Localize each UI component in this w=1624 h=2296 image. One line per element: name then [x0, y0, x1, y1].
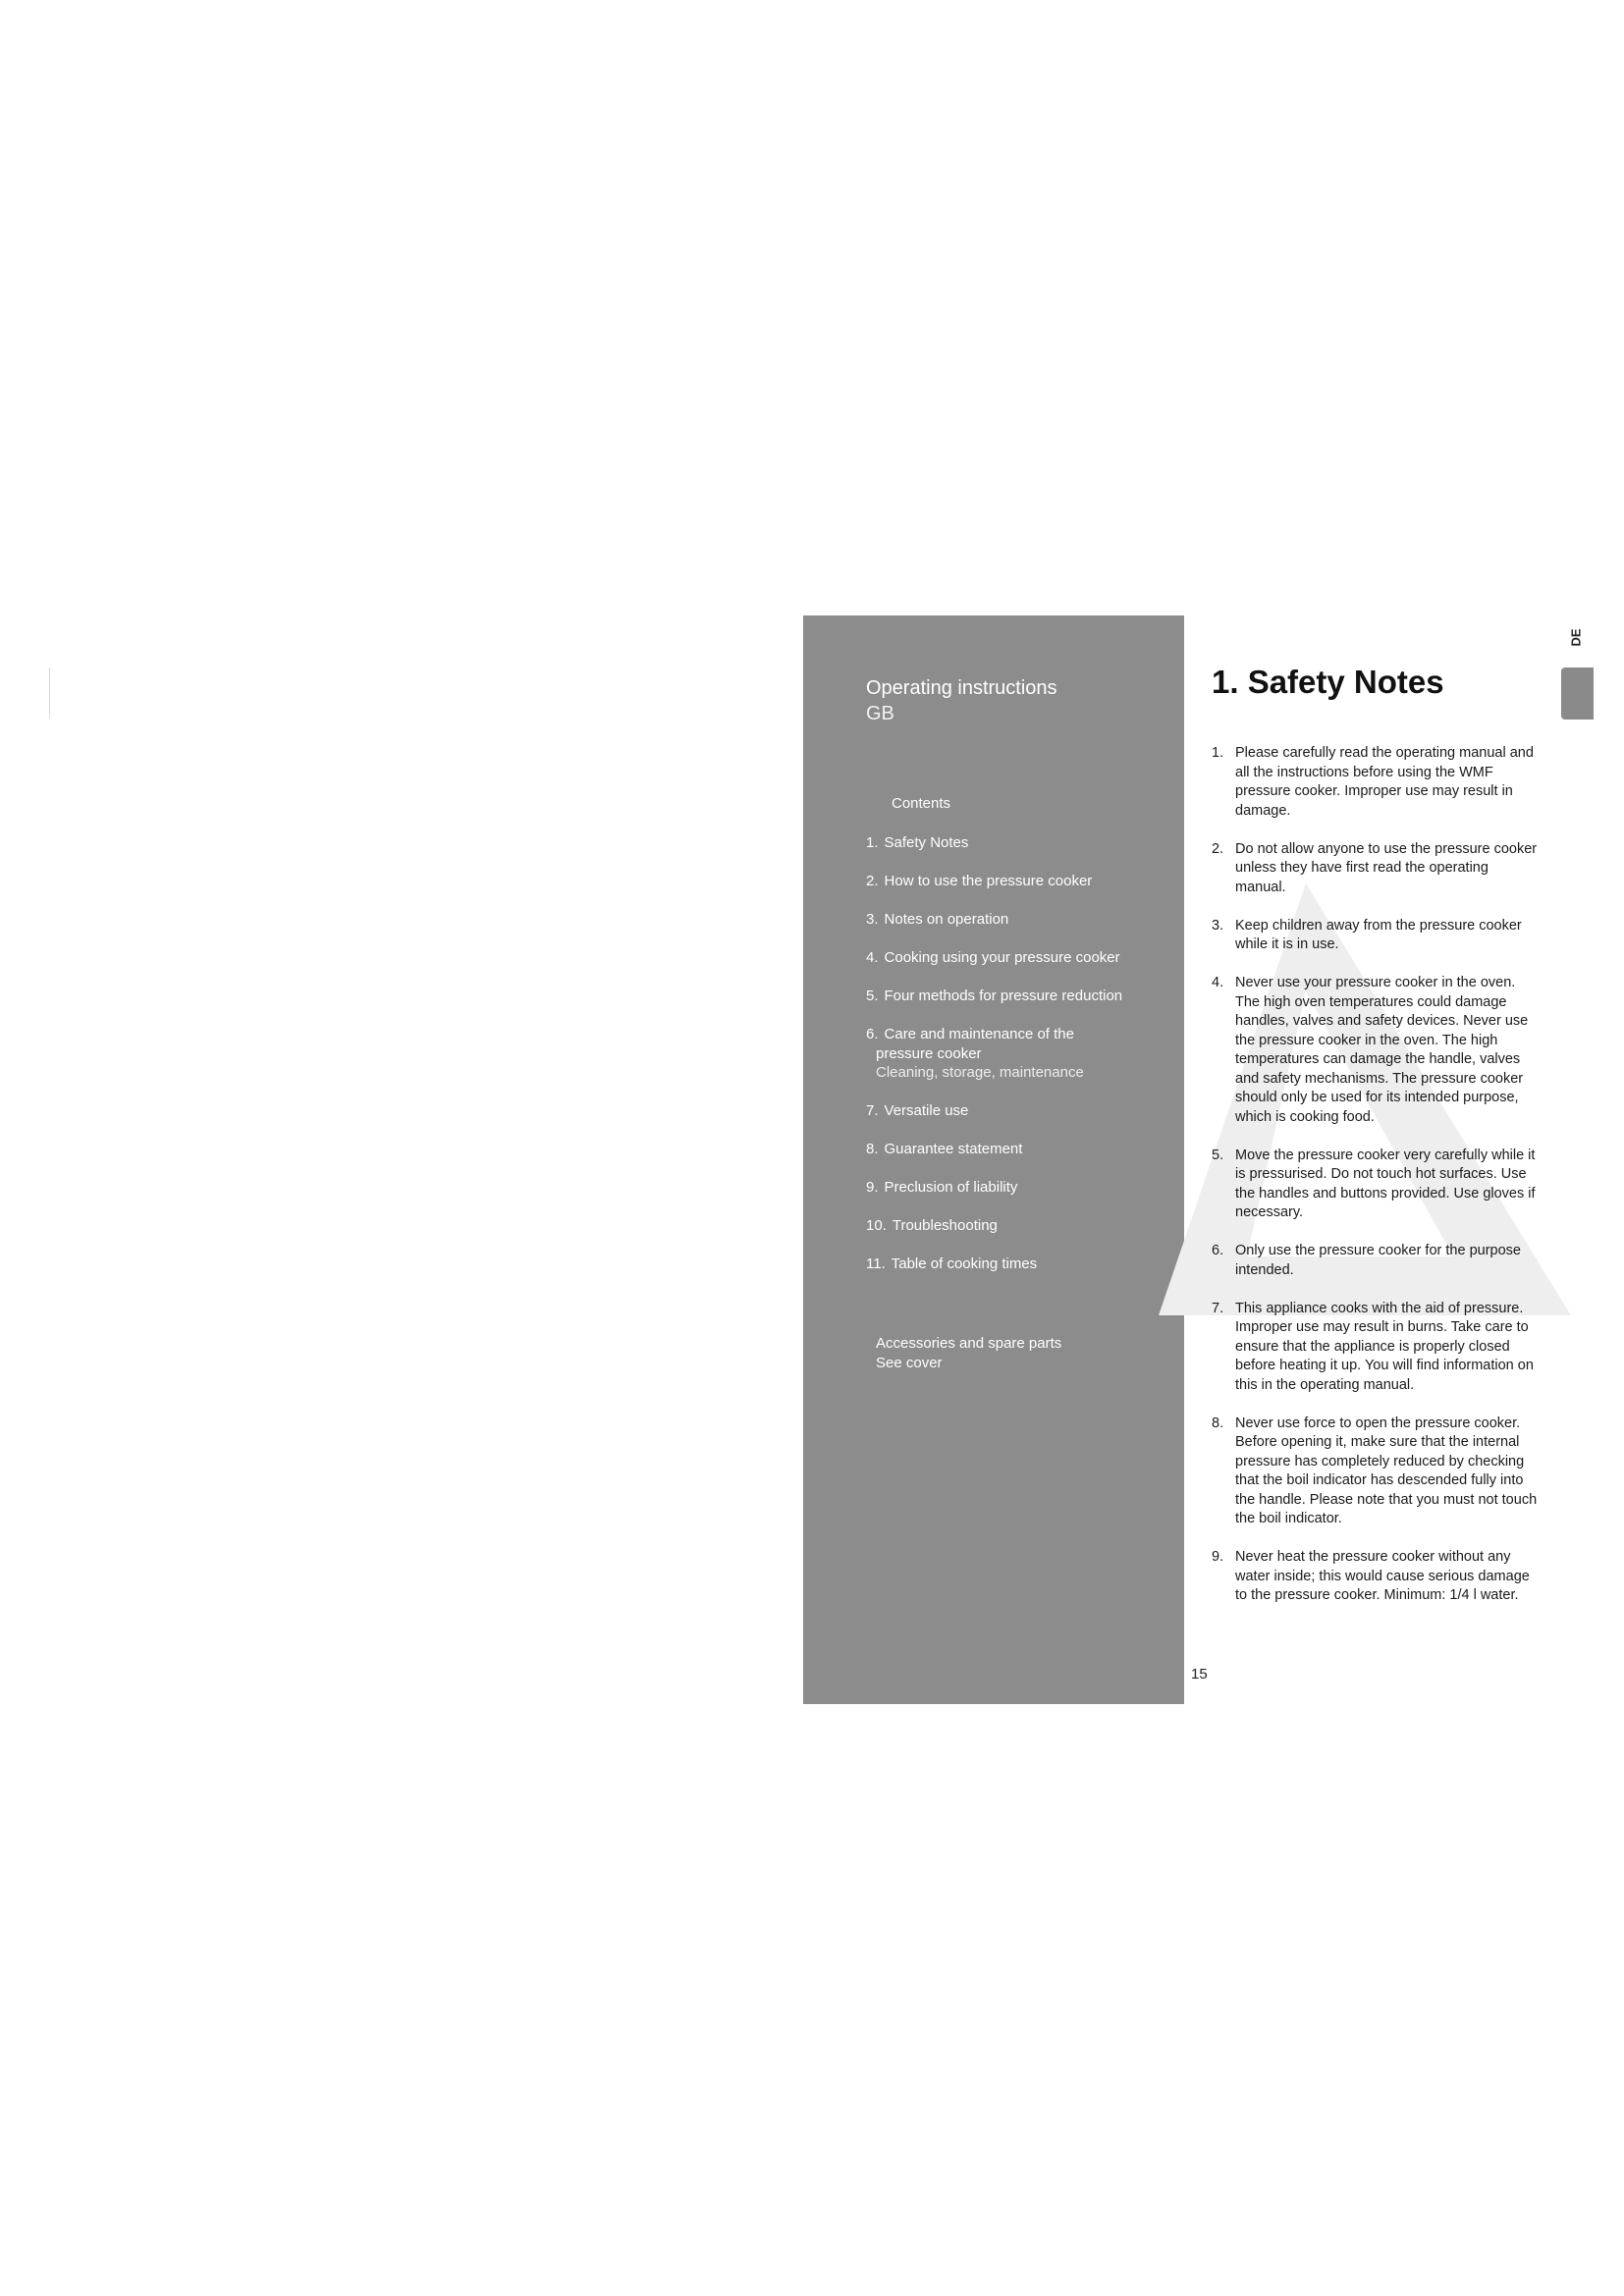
language-tab[interactable]: [1561, 667, 1594, 720]
toc-item-number: 3.: [866, 911, 879, 928]
toc-item-how-to-use[interactable]: [866, 872, 1170, 891]
note-text: Never heat the pressure cooker without any water inside; this would cause serious damage to the pressure cooker. Minimum: 1/4 l water.: [1235, 1549, 1530, 1603]
note-text: Never use force to open the pressure cooker. Before opening it, make sure that the internal pressure has completely reduced by checking that the boil indicator has descended fully into the handle. Please note that you must not touch the boil indicator.: [1235, 1415, 1538, 1526]
toc-item-cooking[interactable]: [866, 948, 1170, 968]
toc-item-label: Care and maintenance of the: [884, 1026, 1074, 1042]
safety-note: [1212, 1147, 1540, 1223]
note-text: Keep children away from the pressure cooker while it is in use.: [1235, 917, 1522, 952]
safety-note: [1212, 1300, 1540, 1396]
toc-item-number: 10.: [866, 1217, 887, 1234]
toc-item-label: Troubleshooting: [892, 1217, 998, 1234]
note-number: 1.: [1212, 745, 1224, 761]
toc-item-label: Notes on operation: [884, 911, 1009, 928]
language-tab-label: DE: [1568, 628, 1584, 647]
page-number: 15: [1191, 1666, 1208, 1682]
toc-item-label: Preclusion of liability: [884, 1179, 1018, 1196]
toc-item-care-maintenance[interactable]: [866, 1025, 1170, 1083]
note-number: 6.: [1212, 1243, 1224, 1258]
toc-item-cooking-times[interactable]: [866, 1255, 1170, 1274]
safety-note: [1212, 1548, 1540, 1606]
toc-item-label: Versatile use: [884, 1102, 969, 1119]
toc-item-number: 8.: [866, 1141, 879, 1157]
note-number: 3.: [1212, 917, 1224, 934]
toc-item-continuation: pressure cooker: [876, 1044, 982, 1062]
safety-notes-section: [1212, 664, 1540, 1625]
toc-item-guarantee[interactable]: [866, 1140, 1170, 1159]
contents-heading: Contents: [892, 795, 951, 812]
toc-item-liability[interactable]: [866, 1178, 1170, 1198]
toc-item-number: 6.: [866, 1026, 879, 1042]
toc-item-troubleshooting[interactable]: [866, 1216, 1170, 1236]
toc-item-number: 4.: [866, 949, 879, 966]
toc-item-label: Table of cooking times: [891, 1255, 1038, 1272]
toc-item-label: Guarantee statement: [884, 1141, 1023, 1157]
note-text: This appliance cooks with the aid of pressure. Improper use may result in burns. Take care to ensure that the appliance is properly closed before heating it up. You will find information on this in the operating manual.: [1235, 1300, 1534, 1393]
safety-note: [1212, 917, 1540, 955]
toc-item-number: 1.: [866, 834, 879, 851]
toc-item-number: 5.: [866, 988, 879, 1004]
toc-item-subtitle: Cleaning, storage, maintenance: [876, 1064, 1084, 1081]
safety-note: [1212, 840, 1540, 898]
note-text: Never use your pressure cooker in the oven. The high oven temperatures could damage handles, valves and safety devices. Never use the pressure cooker in the oven. The high temperatures can damage the handle, valves and safety mechanisms. The pressure cooker should only be used for its intended purpose, which is cooking food.: [1235, 975, 1529, 1125]
see-cover-label: See cover: [876, 1355, 943, 1371]
toc-item-label: Four methods for pressure reduction: [884, 988, 1123, 1004]
note-text: Only use the pressure cooker for the purpose intended.: [1235, 1243, 1521, 1278]
page-edge-mark: [49, 667, 50, 719]
note-number: 2.: [1212, 840, 1224, 857]
safety-notes-list: [1212, 744, 1540, 1606]
safety-note: [1212, 1415, 1540, 1529]
accessories-label: Accessories and spare parts: [876, 1335, 1062, 1352]
toc-item-label: Safety Notes: [884, 834, 969, 851]
note-number: 7.: [1212, 1300, 1224, 1316]
contents-sidebar: [803, 615, 1184, 1704]
toc-item-number: 9.: [866, 1179, 879, 1196]
toc-item-pressure-reduction[interactable]: [866, 987, 1170, 1006]
note-text: Do not allow anyone to use the pressure cooker unless they have first read the operating manual.: [1235, 840, 1538, 895]
safety-note: [1212, 1242, 1540, 1280]
note-number: 9.: [1212, 1549, 1224, 1565]
toc-item-number: 7.: [866, 1102, 879, 1119]
toc-item-versatile-use[interactable]: [866, 1101, 1170, 1121]
safety-note: [1212, 974, 1540, 1127]
toc-item-label: How to use the pressure cooker: [884, 873, 1093, 889]
note-number: 8.: [1212, 1415, 1224, 1431]
toc-item-number: 11.: [866, 1255, 886, 1272]
language-code: GB: [866, 703, 894, 724]
note-text: Please carefully read the operating manual and all the instructions before using the WMF pressure cooker. Improper use may result in damage.: [1235, 745, 1534, 819]
accessories-note: [876, 1334, 1061, 1373]
note-number: 5.: [1212, 1147, 1224, 1163]
table-of-contents: [866, 833, 1170, 1293]
note-number: 4.: [1212, 975, 1224, 990]
note-text: Move the pressure cooker very carefully while it is pressurised. Do not touch hot surfaces. Use the handles and buttons provided. Use gloves if necessary.: [1235, 1147, 1536, 1220]
operating-instructions-title: Operating instructions: [866, 677, 1057, 699]
toc-item-safety-notes[interactable]: [866, 833, 1170, 853]
toc-item-number: 2.: [866, 873, 879, 889]
toc-item-notes-on-operation[interactable]: [866, 910, 1170, 930]
toc-item-label: Cooking using your pressure cooker: [884, 949, 1120, 966]
section-title: 1. Safety Notes: [1212, 664, 1444, 700]
safety-note: [1212, 744, 1540, 821]
